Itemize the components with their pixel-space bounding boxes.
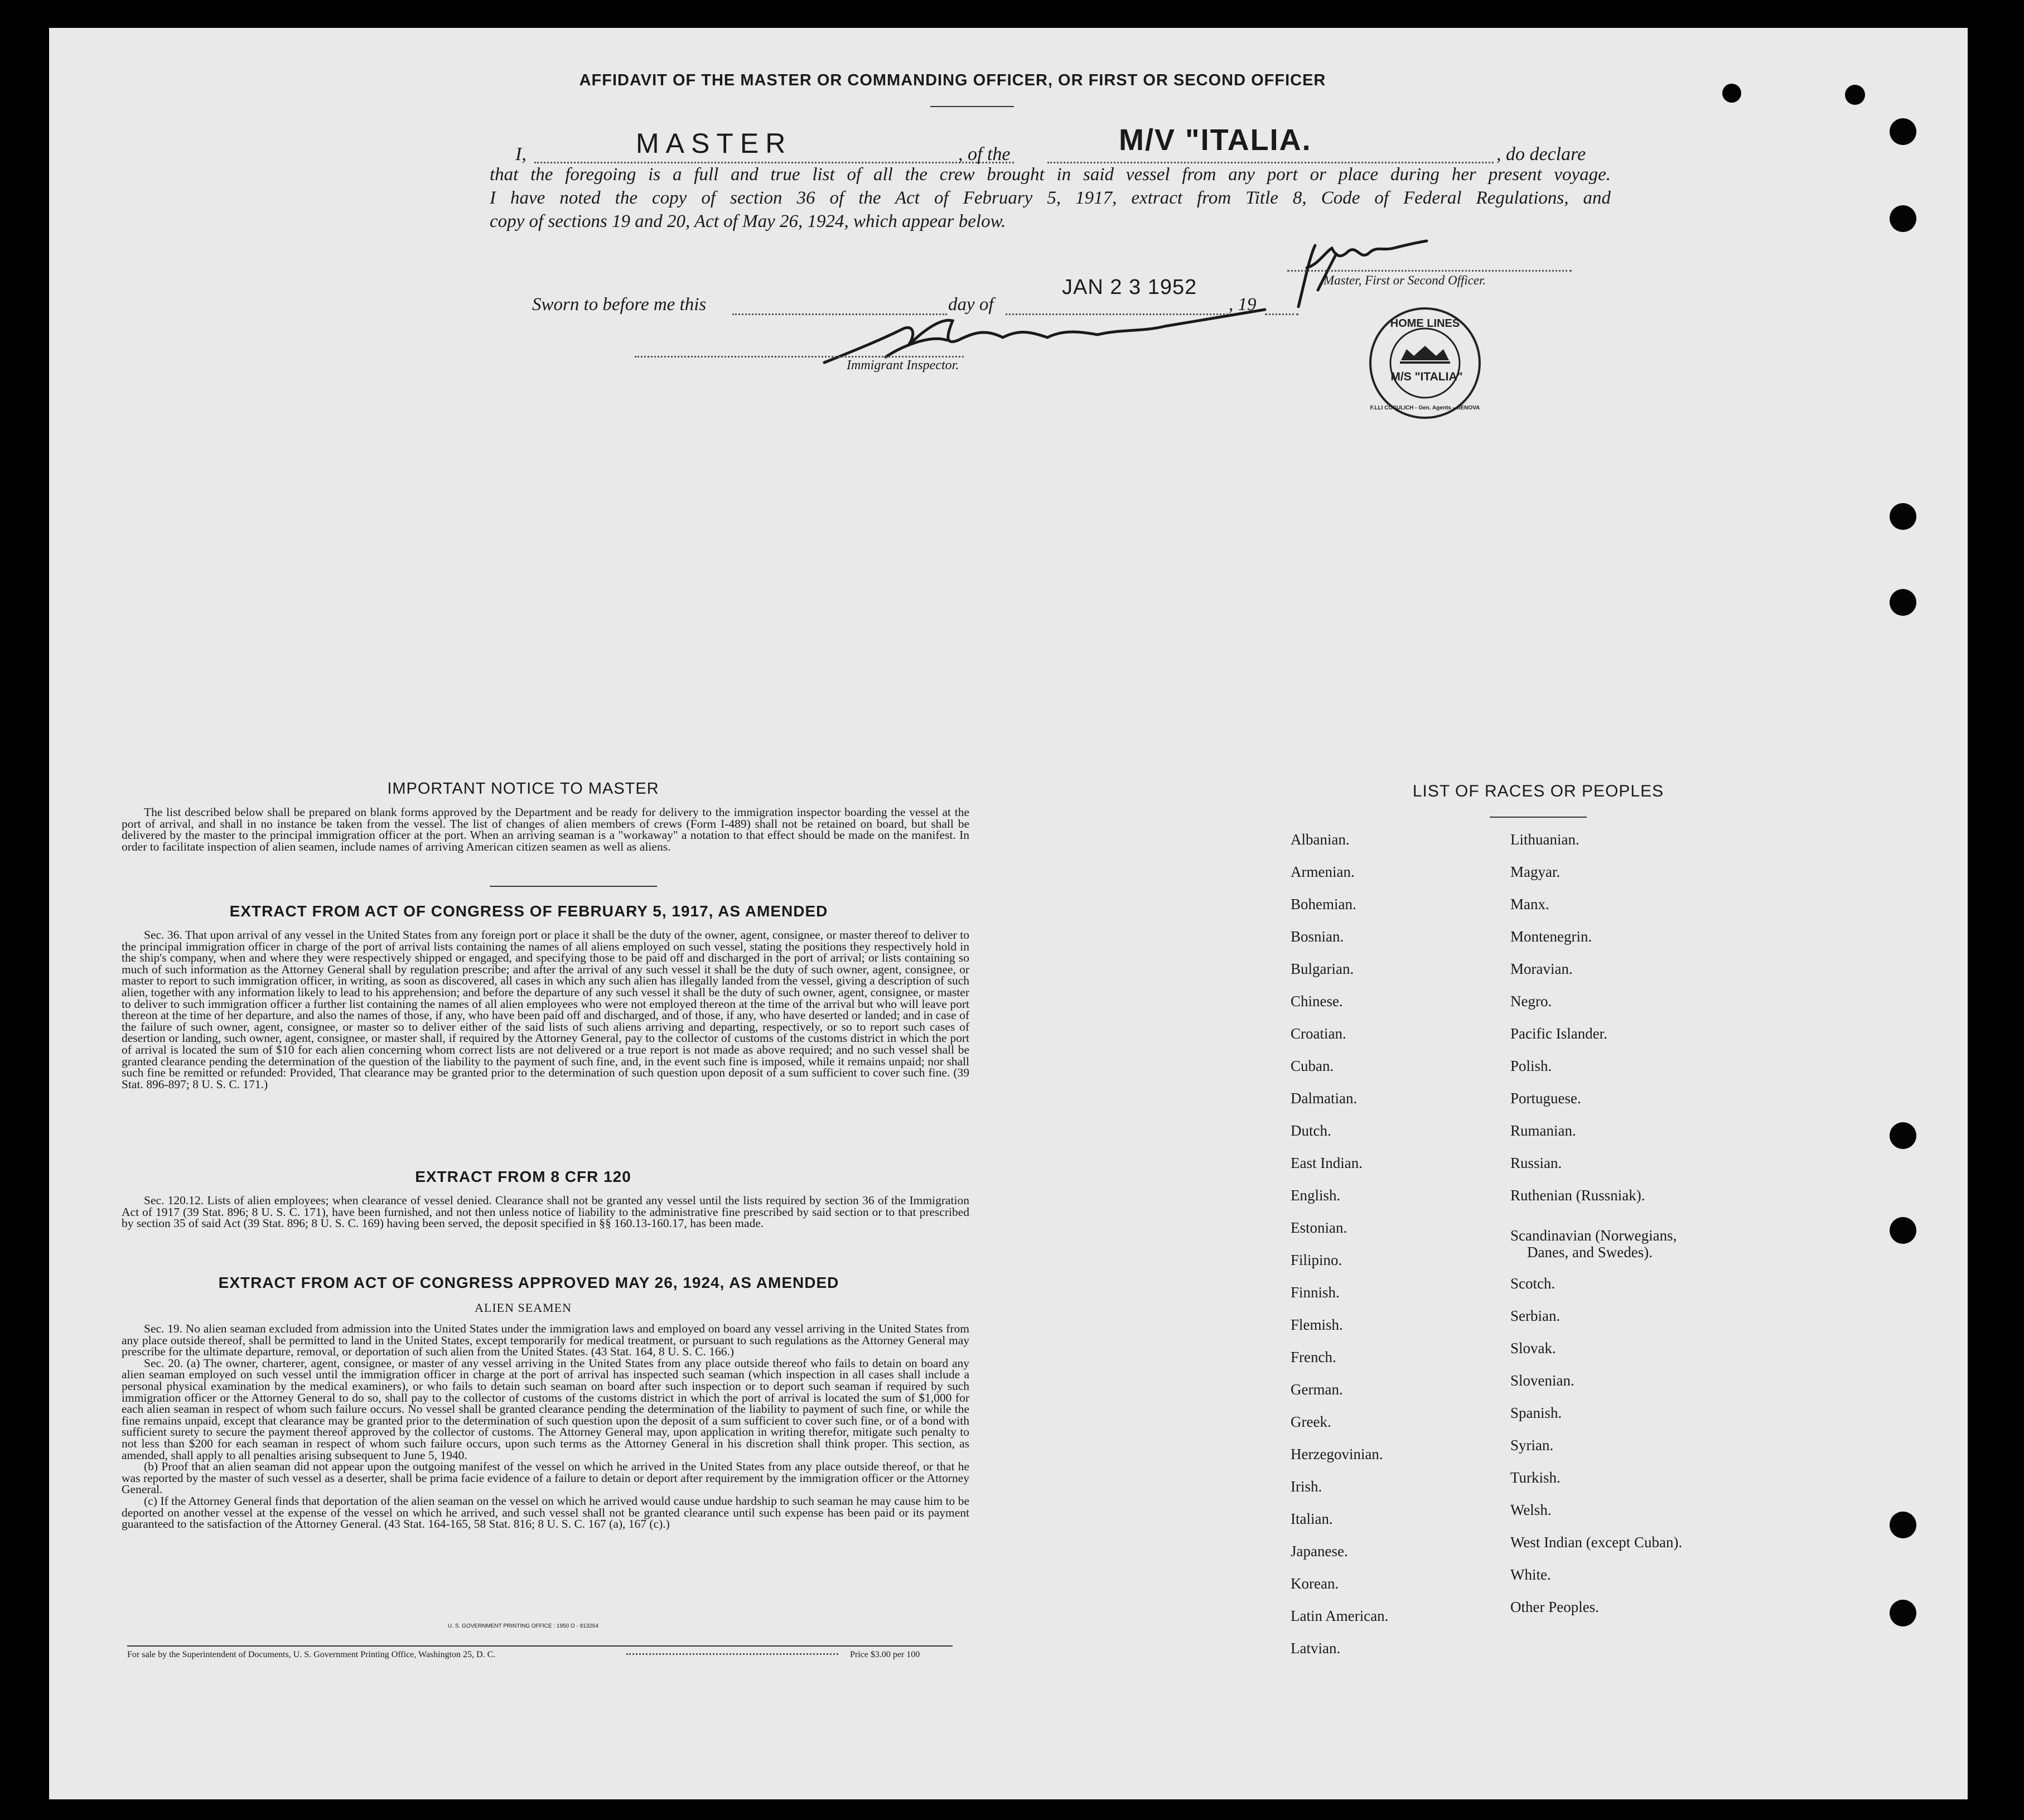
- affidavit-line3: I have noted the copy of section 36 of the Act of February 5, 1917, extract from Title 8, Code of Federal Regulations, and: [490, 188, 1611, 208]
- race-item: Finnish.: [1291, 1284, 1340, 1301]
- extract1924-body: [122, 1323, 969, 1530]
- race-item: Turkish.: [1510, 1469, 1561, 1486]
- extract1917-text: Sec. 36. That upon arrival of any vessel in the United States from any foreign port or place it shall be the duty of the owner, agent, consignee, or master thereof to deliver to the principal immigration officer in charge of the port of arrival lists containing the names of all aliens employed on such vessel, stating the positions they respectively hold in the ship's company, when and where they were respectively shipped or engaged, and specifying those to be paid off and discharged in the port of arrival; or lists containing so much of such information as the Attorney General shall by regulation prescribe; and after the arrival of any such vessel it shall be the duty of such owner, agent, consignee, or master to report to such immigration officer, in writing, as soon as discovered, all cases in which any such alien has illegally landed from the vessel, giving a description of such alien, together with any information likely to lead to his apprehension; and before the departure of any such vessel it shall be the duty of such owner, agent, consignee, or master to deliver to such immigration officer a further list containing the names of all alien employees who were not employed thereon at the time of the arrival but who will leave port thereon at the time of her departure, and also the names of those, if any, who have been paid off and discharged, and of those, if any, who have deserted or landed; and in case of the failure of such owner, agent, consignee, or master so to deliver either of the said lists of such aliens arriving and departing, respectively, or so to report such cases of desertion or landing, such owner, agent, consignee, or master shall, if required by the Attorney General, pay to the collector of customs of the customs district in which the port of arrival is located the sum of $10 for each alien concerning whom correct lists are not delivered or a true report is not made as above required; and no such vessel shall be granted clearance pending the determination of the question of the liability to the payment of such fine, and, in the event such fine is imposed, while it remains unpaid; nor shall such fine be remitted or refunded: Provided, That clearance may be granted prior to the determination of such question upon deposit of a sum sufficient to cover such fine. (39 Stat. 896-897; 8 U. S. C. 171.): [122, 928, 969, 1091]
- extract-cfr-title: EXTRACT FROM 8 CFR 120: [415, 1168, 631, 1185]
- race-item: Syrian.: [1510, 1437, 1554, 1454]
- do-declare-label: , do declare: [1496, 144, 1586, 165]
- race-item: Croatian.: [1291, 1025, 1346, 1042]
- date-stamp: JAN 2 3 1952: [1062, 276, 1197, 299]
- race-item: Italian.: [1291, 1510, 1333, 1527]
- stamp-bottom-text: F.LLI COSULICH - Gen. Agents - GENOVA: [1370, 405, 1480, 411]
- race-item: Serbian.: [1510, 1307, 1561, 1324]
- race-item: Manx.: [1510, 896, 1549, 913]
- document-sheet: [49, 28, 1968, 1799]
- race-item: Dutch.: [1291, 1122, 1331, 1139]
- race-item: German.: [1291, 1381, 1343, 1398]
- race-item: Polish.: [1510, 1058, 1552, 1074]
- race-item: Welsh.: [1510, 1502, 1552, 1518]
- race-item: Rumanian.: [1510, 1122, 1576, 1139]
- race-item: Chinese.: [1291, 993, 1343, 1010]
- name-line: [534, 162, 1014, 163]
- footer-leader: [626, 1653, 838, 1655]
- race-item: French.: [1291, 1349, 1336, 1365]
- race-item: Pacific Islander.: [1510, 1025, 1607, 1042]
- race-item: Russian.: [1510, 1155, 1562, 1171]
- punch-hole: [1890, 118, 1916, 145]
- race-item: Bosnian.: [1291, 928, 1344, 945]
- races-column-2: [1510, 831, 1845, 1701]
- affidavit-line2: that the foregoing is a full and true list of all the crew brought in said vessel from any port or place during her present voyage.: [490, 165, 1611, 185]
- race-item: Ruthenian (Russniak).: [1510, 1187, 1645, 1204]
- race-item: Lithuanian.: [1510, 831, 1579, 848]
- race-item: Latvian.: [1291, 1640, 1341, 1657]
- punch-hole: [1890, 1217, 1916, 1244]
- vessel-filled: M/V "ITALIA.: [1119, 123, 1312, 157]
- stamp-center-text: M/S "ITALIA": [1390, 370, 1463, 383]
- race-item: Negro.: [1510, 993, 1552, 1010]
- races-rule: [1490, 817, 1587, 818]
- race-item: Latin American.: [1291, 1607, 1389, 1624]
- race-item: Magyar.: [1510, 863, 1561, 880]
- race-item: Estonian.: [1291, 1219, 1347, 1236]
- race-item: Scandinavian (Norwegians,: [1510, 1227, 1677, 1244]
- race-item: Irish.: [1291, 1478, 1322, 1495]
- race-item: Albanian.: [1291, 831, 1350, 848]
- race-item: Moravian.: [1510, 960, 1573, 977]
- race-item: Herzegovinian.: [1291, 1446, 1383, 1462]
- race-item: East Indian.: [1291, 1155, 1363, 1171]
- race-item: Filipino.: [1291, 1252, 1342, 1268]
- master-sign-line: [1287, 270, 1572, 272]
- race-item: Japanese.: [1291, 1543, 1348, 1560]
- inspector-sign-line: [635, 356, 964, 358]
- punch-hole: [1890, 589, 1916, 616]
- race-item: Scotch.: [1510, 1275, 1556, 1292]
- race-item: White.: [1510, 1566, 1551, 1583]
- of-the-label: , of the: [958, 144, 1011, 165]
- notice-title: IMPORTANT NOTICE TO MASTER: [387, 780, 659, 798]
- affidavit-i-label: I,: [515, 144, 526, 165]
- extract1917-title: EXTRACT FROM ACT OF CONGRESS OF FEBRUARY 5, 1917, AS AMENDED: [229, 902, 828, 920]
- master-label: Master, First or Second Officer.: [1323, 273, 1486, 287]
- race-item: Slovenian.: [1510, 1372, 1574, 1389]
- race-item: Slovak.: [1510, 1340, 1556, 1356]
- race-item: Greek.: [1291, 1413, 1331, 1430]
- race-item: Korean.: [1291, 1575, 1339, 1592]
- races-title: LIST OF RACES OR PEOPLES: [1412, 782, 1664, 800]
- punch-hole: [1890, 205, 1916, 232]
- title-rule: [930, 106, 1014, 107]
- race-item: Flemish.: [1291, 1316, 1343, 1333]
- gpo-imprint: U. S. GOVERNMENT PRINTING OFFICE : 1950 O - 813264: [448, 1623, 598, 1629]
- race-item: Danes, and Swedes).: [1527, 1244, 1653, 1261]
- footer-right: Price $3.00 per 100: [850, 1650, 920, 1659]
- race-item: Dalmatian.: [1291, 1090, 1358, 1107]
- rule-1: [490, 886, 657, 887]
- affidavit-title: AFFIDAVIT OF THE MASTER OR COMMANDING OFFICER, OR FIRST OR SECOND OFFICER: [579, 71, 1326, 89]
- stamp-top-text: HOME LINES: [1390, 317, 1460, 330]
- race-item: West Indian (except Cuban).: [1510, 1534, 1683, 1551]
- section-20a-text: Sec. 20. (a) The owner, charterer, agent, consignee, or master of any vessel arriving in the United States from any place outside thereof who fails to detain on board any alien seaman employed on such vessel until the immigration officer in charge at the port of arrival has inspected such seaman (which inspection in all cases shall include a personal physical examination by the medical examiners), or who fails to detain such seaman on board after such inspection or to deport such seaman if required by such immigration officer or the Attorney General to do so, shall pay to the collector of customs of the customs district in which the port of arrival is located the sum of $1,000 for each alien seaman in respect of whom such failure occurs. No vessel shall be granted clearance pending the determination of the liability to payment of such fine, or while the fine remains unpaid, except that clearance may be granted prior to the determination of such question upon the deposit of a sum sufficient to cover such fine, or of a bond with sufficient surety to secure the payment thereof approved by the collector of customs. The Attorney General may, upon application in writing therefor, mitigate such penalty to not less than $200 for each seaman in respect of whom such failure occurs, upon such terms as the Attorney General in his discretion shall think proper. This section, as amended, shall apply to all penalties arising subsequent to June 5, 1940.: [122, 1356, 969, 1462]
- race-item: Bulgarian.: [1291, 960, 1354, 977]
- day-of-label: day of: [948, 295, 994, 315]
- footer-rule: [127, 1645, 953, 1647]
- section-20c-text: (c) If the Attorney General finds that deportation of the alien seaman on the vessel on which he arrived would cause undue hardship to such seaman he may cause him to be deported on another vessel at the expense of the vessel on which he arrived, and such vessel shall not be granted clearance until such expense has been paid or its payment guaranteed to the satisfaction of the Attorney General. (43 Stat. 164-165, 58 Stat. 816; 8 U. S. C. 167 (a), 167 (c).): [122, 1494, 969, 1531]
- punch-mark: [1845, 85, 1865, 105]
- footer-left: For sale by the Superintendent of Documents, U. S. Government Printing Office, Washington 25, D. C.: [127, 1650, 496, 1659]
- race-item: Portuguese.: [1510, 1090, 1581, 1107]
- race-item: Cuban.: [1291, 1058, 1334, 1074]
- extract1924-subtitle: ALIEN SEAMEN: [475, 1301, 572, 1315]
- section-19-text: Sec. 19. No alien seaman excluded from admission into the United States under the immigration laws and employed on board any vessel arriving in the United States from any place outside thereof, shall be permitted to land in the United States, except temporarily for medical treatment, or pursuant to such regulations as the Attorney General may prescribe for the ultimate departure, removal, or deportation of such alien from the United States. (43 Stat. 164, 8 U. S. C. 166.): [122, 1322, 969, 1359]
- vessel-line: [1047, 162, 1494, 163]
- race-item: Montenegrin.: [1510, 928, 1592, 945]
- punch-hole: [1890, 1512, 1916, 1538]
- inspector-label: Immigrant Inspector.: [847, 358, 959, 373]
- race-item: English.: [1291, 1187, 1341, 1204]
- ship-stamp: [1366, 305, 1484, 422]
- extract1924-title: EXTRACT FROM ACT OF CONGRESS APPROVED MAY 26, 1924, AS AMENDED: [218, 1274, 839, 1291]
- year-label: , 19: [1229, 295, 1257, 315]
- sworn-label: Sworn to before me this: [532, 295, 707, 315]
- race-item: Bohemian.: [1291, 896, 1356, 913]
- name-filled: MASTER: [636, 128, 793, 159]
- punch-mark: [1722, 84, 1741, 103]
- punch-hole: [1890, 503, 1916, 530]
- extract-cfr-text: Sec. 120.12. Lists of alien employees; when clearance of vessel denied. Clearance shall not be granted any vessel until the lists required by section 36 of the Immigration Act of 1917 (39 Stat. 896; 8 U. S. C. 171), have been furnished, and not then unless notice of liability to the administrative fine prescribed by said section or to that prescribed by section 35 of said Act (39 Stat. 896; 8 U. S. C. 169) having been served, the deposit specified in §§ 160.13-160.17, has been made.: [122, 1194, 969, 1230]
- affidavit-line4: copy of sections 19 and 20, Act of May 26, 1924, which appear below.: [490, 211, 1006, 231]
- notice-text: The list described below shall be prepared on blank forms approved by the Department and be ready for delivery to the immigration inspector boarding the vessel at the port of arrival, and shall in no instance be taken from the vessel. The list of changes of alien members of crews (Form I-489) shall not be retained on board, but shall be delivered by the master to the principal immigration officer at the port. When an arriving seaman is a "workaway" a notation to that effect should be made on the manifest. In order to facilitate inspection of alien seamen, include names of arriving American citizen seamen as well as aliens.: [122, 805, 969, 853]
- race-item: Other Peoples.: [1510, 1599, 1599, 1615]
- punch-hole: [1890, 1122, 1916, 1149]
- race-item: Armenian.: [1291, 863, 1355, 880]
- punch-hole: [1890, 1600, 1916, 1626]
- race-item: Spanish.: [1510, 1404, 1562, 1421]
- races-column-1: [1291, 831, 1491, 1701]
- section-20b-text: (b) Proof that an alien seaman did not appear upon the outgoing manifest of the vessel on which he arrived in the United States from any place outside thereof, or that he was reported by the master of such vessel as a deserter, shall be prima facie evidence of a failure to detain or deport after requirement by the immigration officer or the Attorney General.: [122, 1460, 969, 1496]
